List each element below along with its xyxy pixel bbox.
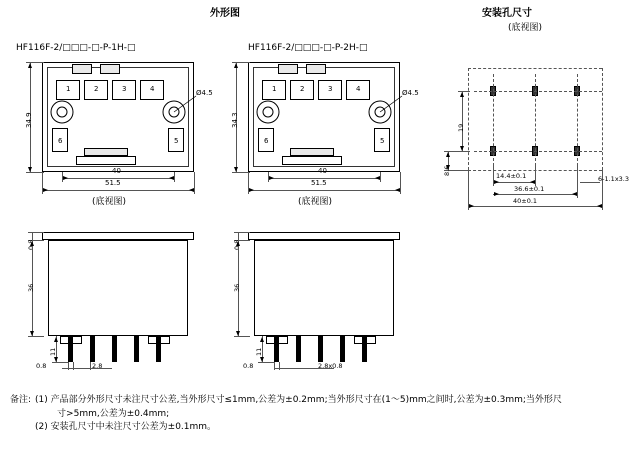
- mounting-dim-14-4: 14.4±0.1: [496, 172, 527, 180]
- pin-label-4: 4: [150, 85, 155, 93]
- right-side-pin-height: 11: [255, 347, 263, 356]
- mounting-dim-36-6: 36.6±0.1: [514, 185, 545, 193]
- left-side-pin-height: 11: [49, 347, 57, 356]
- pin-label-5: 5: [380, 137, 385, 145]
- pin-label-4: 4: [356, 85, 361, 93]
- pin-label-1: 1: [272, 85, 277, 93]
- right-part-title: HF116F-2/□□□-□-P-2H-□: [248, 43, 368, 53]
- right-bottom-view-label: (底视图): [298, 197, 333, 207]
- left-bottom-view-label: (底视图): [92, 197, 127, 207]
- right-side-pin-left-dim: 0.8: [243, 362, 254, 370]
- mounting-heading: 安装孔尺寸: [482, 8, 532, 19]
- mounting-hole-spec: 6-1.1x3.3: [598, 175, 630, 183]
- pin-label-3: 3: [122, 85, 127, 93]
- left-side-pin-width-dim: 0.8: [36, 362, 47, 370]
- left-side-body-height: 36: [27, 283, 35, 292]
- pin-label-2: 2: [94, 85, 99, 93]
- pin-label-2: 2: [300, 85, 305, 93]
- mounting-dim-19: 19: [457, 123, 465, 132]
- left-side-pin-gap-dim: 2.8: [92, 362, 103, 370]
- left-hole-diameter: Ø4.5: [196, 89, 213, 97]
- right-inner-width-dim: 40: [318, 167, 327, 175]
- right-side-body-height: 36: [233, 283, 241, 292]
- left-side-top-dim: 0.8: [27, 239, 35, 250]
- notes-block: [10, 394, 562, 435]
- left-height-dim: 34.9: [25, 112, 33, 128]
- left-inner-width-dim: 40: [112, 167, 121, 175]
- left-outer-width-dim: 51.5: [105, 179, 121, 187]
- pin-label-1: 1: [66, 85, 71, 93]
- pin-label-3: 3: [328, 85, 333, 93]
- right-side-pin-thickness-dim: 2.8x0.8: [318, 362, 343, 370]
- right-height-dim: 34.3: [231, 112, 239, 128]
- right-outer-width-dim: 51.5: [311, 179, 327, 187]
- right-side-top-dim: 0.8: [233, 239, 241, 250]
- notes-label: 备注:: [10, 395, 32, 405]
- mounting-dim-8-6: 8.6: [443, 165, 451, 176]
- note-item-1: (1) 产品部分外形尺寸未注尺寸公差,当外形尺寸≤1mm,公差为±0.2mm;当外形尺寸在(1～5)mm之间时,公差为±0.3mm;当外形尺: [35, 395, 562, 405]
- left-part-title: HF116F-2/□□□-□-P-1H-□: [16, 43, 136, 53]
- note-item-2: (2) 安装孔尺寸中未注尺寸公差为±0.1mm。: [35, 422, 217, 432]
- pin-label-5: 5: [174, 137, 179, 145]
- pin-label-6: 6: [264, 137, 269, 145]
- outline-heading: 外形图: [210, 8, 240, 19]
- pin-label-6: 6: [58, 137, 63, 145]
- right-hole-diameter: Ø4.5: [402, 89, 419, 97]
- mounting-dim-40: 40±0.1: [513, 197, 538, 205]
- note-item-1-cont: 寸>5mm,公差为±0.4mm;: [57, 408, 170, 419]
- mounting-subheading: (底视图): [508, 23, 543, 33]
